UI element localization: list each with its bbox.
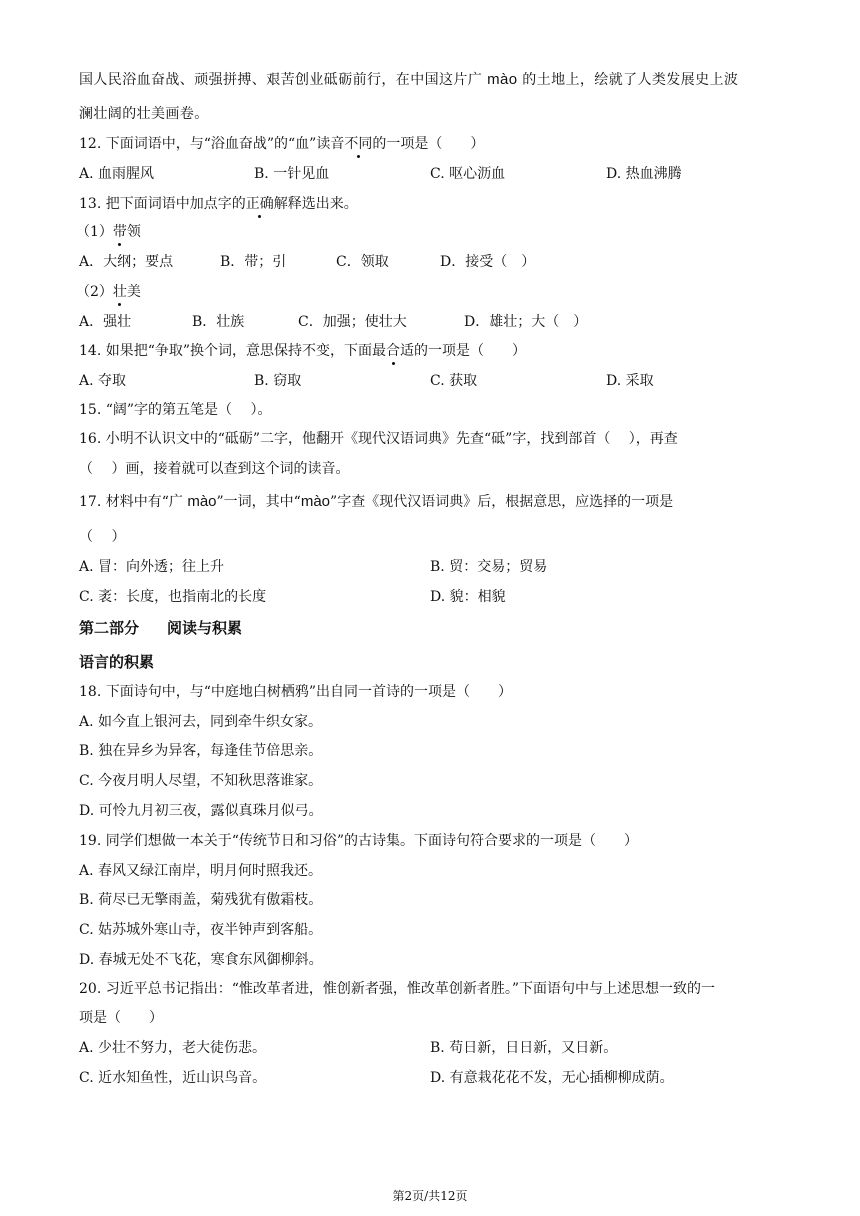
q20-option-a[interactable]: A. 少壮不努力，老大徒伤悲。 <box>79 1040 267 1056</box>
q18-option-a[interactable]: A. 如今直上银河去，同到牵牛织女家。 <box>79 714 323 730</box>
emphasis-dotted-text: 最合适 <box>372 343 415 359</box>
q13-sub2-option-d[interactable]: D．雄壮；大（ ） <box>464 314 588 330</box>
q13-sub2-option-b[interactable]: B．壮族 <box>192 314 245 330</box>
q17-option-b[interactable]: B. 贸：交易；贸易 <box>430 559 548 575</box>
q17-option-c[interactable]: C. 袤：长度，也指南北的长度 <box>79 589 267 605</box>
q13-sub1-word: （1）带领 <box>76 224 141 240</box>
q14-option-d[interactable]: D. 采取 <box>606 373 654 389</box>
section-heading: 第二部分 阅读与积累 <box>79 619 243 637</box>
q19-option-c[interactable]: C. 姑苏城外寒山寺，夜半钟声到客船。 <box>79 922 323 938</box>
section-subheading: 语言的积累 <box>79 653 155 671</box>
question-16-line-1: 16. 小明不认识文中的“砥砺”二字，他翻开《现代汉语词典》先查“砥”字，找到部首（ ），再查 <box>79 431 678 447</box>
q19-option-b[interactable]: B. 荷尽已无擎雨盖，菊残犹有傲霜枝。 <box>79 892 323 908</box>
question-18: 18. 下面诗句中，与“中庭地白树栖鸦”出自同一首诗的一项是（ ） <box>79 684 513 700</box>
q18-option-c[interactable]: C. 今夜月明人尽望，不知秋思落谁家。 <box>79 773 323 789</box>
question-20-line-2: 项是（ ） <box>79 1010 163 1026</box>
q13-sub1-option-c[interactable]: C．领取 <box>336 254 389 270</box>
question-14: 14. 如果把“争取”换个词，意思保持不变，下面最合适的一项是（ ） <box>79 343 527 359</box>
q20-option-b[interactable]: B. 苟日新，日日新，又日新。 <box>430 1040 618 1056</box>
emphasis-dotted-text: 壮 <box>112 284 127 300</box>
q14-option-a[interactable]: A. 夺取 <box>79 373 127 389</box>
question-16-line-2: （ ）画，接着就可以查到这个词的读音。 <box>79 461 350 477</box>
emphasis-dotted-text: 带 <box>112 224 127 240</box>
question-12: 12. 下面词语中，与“浴血奋战”的“血”读音不同的一项是（ ） <box>79 136 485 152</box>
passage-line-1: 国人民浴血奋战、顽强拼搏、艰苦创业砥砺前行，在中国这片广 mào 的土地上，绘就了人类发展史上波 <box>79 71 739 88</box>
q13-sub1-option-a[interactable]: A．大纲；要点 <box>79 254 174 270</box>
question-17-blank: （ ） <box>79 529 126 545</box>
q17-option-d[interactable]: D. 貌：相貌 <box>430 589 506 605</box>
q19-option-d[interactable]: D. 春城无处不飞花，寒食东风御柳斜。 <box>79 952 323 968</box>
q13-sub1-option-d[interactable]: D．接受（ ） <box>440 254 536 270</box>
q18-option-b[interactable]: B. 独在异乡为异客，每逢佳节倍思亲。 <box>79 743 323 759</box>
q13-sub2-option-a[interactable]: A．强壮 <box>79 314 132 330</box>
q13-sub2-word: （2）壮美 <box>76 284 141 300</box>
q14-option-b[interactable]: B. 窃取 <box>254 373 302 389</box>
emphasis-dotted-text: 正确 <box>245 196 274 212</box>
q18-option-d[interactable]: D. 可怜九月初三夜，露似真珠月似弓。 <box>79 803 323 819</box>
question-15: 15. “阔”字的第五笔是（ ）。 <box>79 402 272 418</box>
q12-option-c[interactable]: C. 呕心沥血 <box>430 166 506 182</box>
passage-line-2: 澜壮阔的壮美画卷。 <box>79 106 209 122</box>
q19-option-a[interactable]: A. 春风又绿江南岸，明月何时照我还。 <box>79 863 323 879</box>
q20-option-d[interactable]: D. 有意栽花花不发，无心插柳柳成荫。 <box>430 1070 674 1086</box>
pinyin-mao: mào <box>300 493 331 510</box>
q17-option-a[interactable]: A. 冒：向外透；往上升 <box>79 559 225 575</box>
q13-sub1-option-b[interactable]: B．带；引 <box>220 254 287 270</box>
q14-option-c[interactable]: C. 获取 <box>430 373 478 389</box>
question-17: 17. 材料中有“广 mào”一词，其中“mào”字查《现代汉语词典》后，根据意思，应选择的一项是 <box>79 493 674 510</box>
q12-option-b[interactable]: B. 一针见血 <box>254 166 330 182</box>
pinyin-mao: mào <box>187 493 217 510</box>
pinyin-mao: mào <box>487 71 518 88</box>
page-number: 第2页/共12页 <box>392 1189 468 1203</box>
question-19: 19. 同学们想做一本关于“传统节日和习俗”的古诗集。下面诗句符合要求的一项是（ ） <box>79 833 639 849</box>
emphasis-dotted-text: 不同 <box>344 136 373 152</box>
q13-sub2-option-c[interactable]: C．加强；使壮大 <box>298 314 407 330</box>
question-13: 13. 把下面词语中加点字的正确解释选出来。 <box>79 196 358 212</box>
question-20-line-1: 20. 习近平总书记指出：“惟改革者进，惟创新者强，惟改革创新者胜。”下面语句中与上述思想一致的一 <box>79 981 716 997</box>
q20-option-c[interactable]: C. 近水知鱼性，近山识鸟音。 <box>79 1070 267 1086</box>
q12-option-d[interactable]: D. 热血沸腾 <box>606 166 682 182</box>
q12-option-a[interactable]: A. 血雨腥风 <box>79 166 155 182</box>
